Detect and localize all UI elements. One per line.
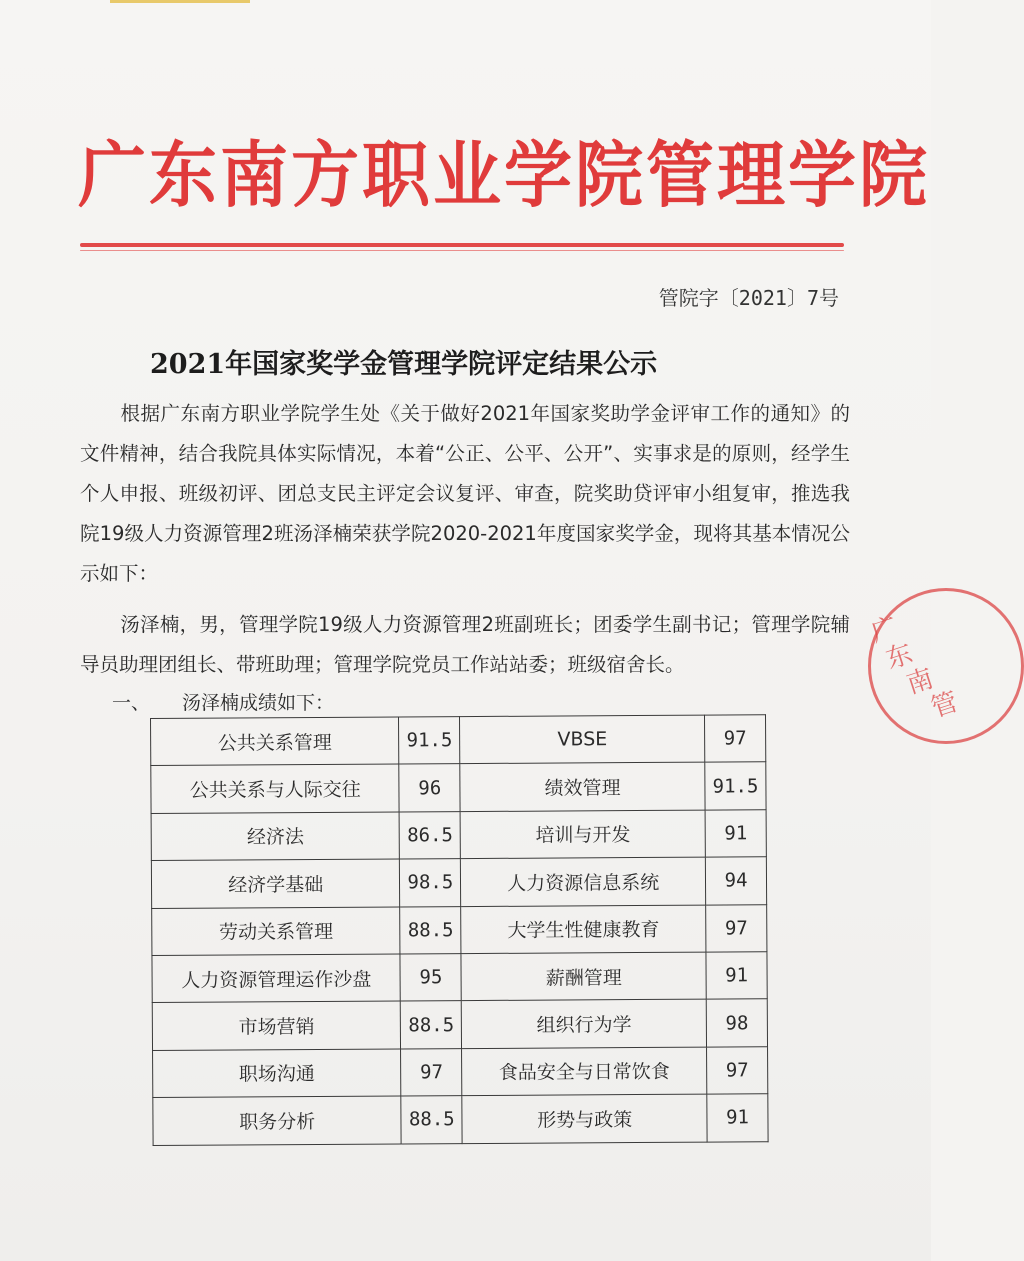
- score-table: [150, 714, 769, 1145]
- course-name-cell: 大学生性健康教育: [461, 905, 706, 954]
- seal-glyph: 南: [903, 663, 938, 701]
- course-name-cell: 绩效管理: [460, 763, 705, 812]
- course-name-cell: 公共关系管理: [151, 717, 400, 766]
- table-row: [152, 904, 767, 955]
- document-number: 管院字〔2021〕7号: [658, 286, 839, 310]
- institution-masthead: 广东南方职业学院管理学院: [78, 133, 931, 218]
- score-cell: 97: [705, 715, 766, 763]
- score-cell: 88.5: [401, 1096, 462, 1144]
- section-heading-text: 汤泽楠成绩如下：: [182, 692, 335, 714]
- course-name-cell: 薪酬管理: [461, 952, 706, 1001]
- section-heading: [112, 688, 334, 715]
- official-seal: [868, 588, 1024, 744]
- masthead-divider-thin: [80, 250, 844, 251]
- profile-text: 汤泽楠，男，管理学院19级人力资源管理2班副班长；团委学生副书记；管理学院辅导员助理团组长、带班助理；管理学院党员工作站站委；班级宿舍长。: [80, 613, 850, 676]
- course-name-cell: 人力资源管理运作沙盘: [152, 954, 401, 1003]
- course-name-cell: 经济法: [151, 812, 400, 861]
- course-name-cell: 食品安全与日常饮食: [462, 1047, 707, 1096]
- section-number: 一、: [112, 692, 151, 714]
- course-name-cell: 经济学基础: [151, 859, 400, 908]
- course-name-cell: 劳动关系管理: [152, 907, 401, 956]
- table-row: [152, 999, 767, 1050]
- course-name-cell: 职场沟通: [153, 1049, 402, 1098]
- score-cell: 98.5: [400, 859, 461, 907]
- score-cell: 97: [401, 1048, 462, 1096]
- score-cell: 96: [399, 764, 460, 812]
- seal-glyph: 管: [927, 687, 962, 724]
- table-row: [152, 952, 767, 1003]
- score-cell: 97: [707, 1046, 768, 1094]
- intro-paragraph: [80, 394, 850, 594]
- course-name-cell: VBSE: [460, 715, 705, 764]
- score-cell: 91.5: [705, 762, 766, 810]
- intro-text: 根据广东南方职业学院学生处《关于做好2021年国家奖助学金评审工作的通知》的文件精神，结合我院具体实际情况，本着“公正、公平、公开”、实事求是的原则，经学生个人申报、班级初评、团总支民主评定会议复评、审查，院奖助贷评审小组复审，推选我院19级人力资源管理2班汤泽楠荣获学院2020-2021年度国家奖学金，现将其基本情况公示如下：: [80, 402, 850, 585]
- course-name-cell: 形势与政策: [462, 1094, 707, 1143]
- masthead-divider: [80, 243, 844, 247]
- score-cell: 91: [706, 952, 767, 1000]
- score-cell: 91: [705, 810, 766, 858]
- table-row: [153, 1094, 768, 1145]
- document-title: 2021年国家奖学金管理学院评定结果公示: [150, 349, 658, 380]
- table-row: [153, 1046, 768, 1097]
- score-cell: 98: [706, 999, 767, 1047]
- score-cell: 91: [707, 1094, 768, 1142]
- seal-glyph: 广: [867, 612, 902, 649]
- course-name-cell: 组织行为学: [462, 999, 707, 1048]
- table-row: [151, 857, 766, 908]
- score-cell: 97: [706, 904, 767, 952]
- table-row: [151, 762, 766, 813]
- course-name-cell: 公共关系与人际交往: [151, 764, 400, 813]
- score-cell: 94: [706, 857, 767, 905]
- course-name-cell: 培训与开发: [460, 810, 705, 859]
- course-name-cell: 市场营销: [152, 1001, 401, 1050]
- table-row: [151, 810, 766, 861]
- top-edge-mark: [110, 0, 250, 3]
- score-cell: 88.5: [401, 1001, 462, 1049]
- score-cell: 88.5: [400, 906, 461, 954]
- course-name-cell: 职务分析: [153, 1096, 402, 1145]
- seal-lettering: [867, 608, 962, 734]
- score-cell: 95: [400, 954, 461, 1002]
- seal-glyph: 东: [882, 638, 917, 676]
- score-cell: 91.5: [399, 717, 460, 765]
- score-cell: 86.5: [400, 811, 461, 859]
- profile-paragraph: [80, 605, 850, 685]
- table-row: [151, 715, 766, 766]
- course-name-cell: 人力资源信息系统: [461, 857, 706, 906]
